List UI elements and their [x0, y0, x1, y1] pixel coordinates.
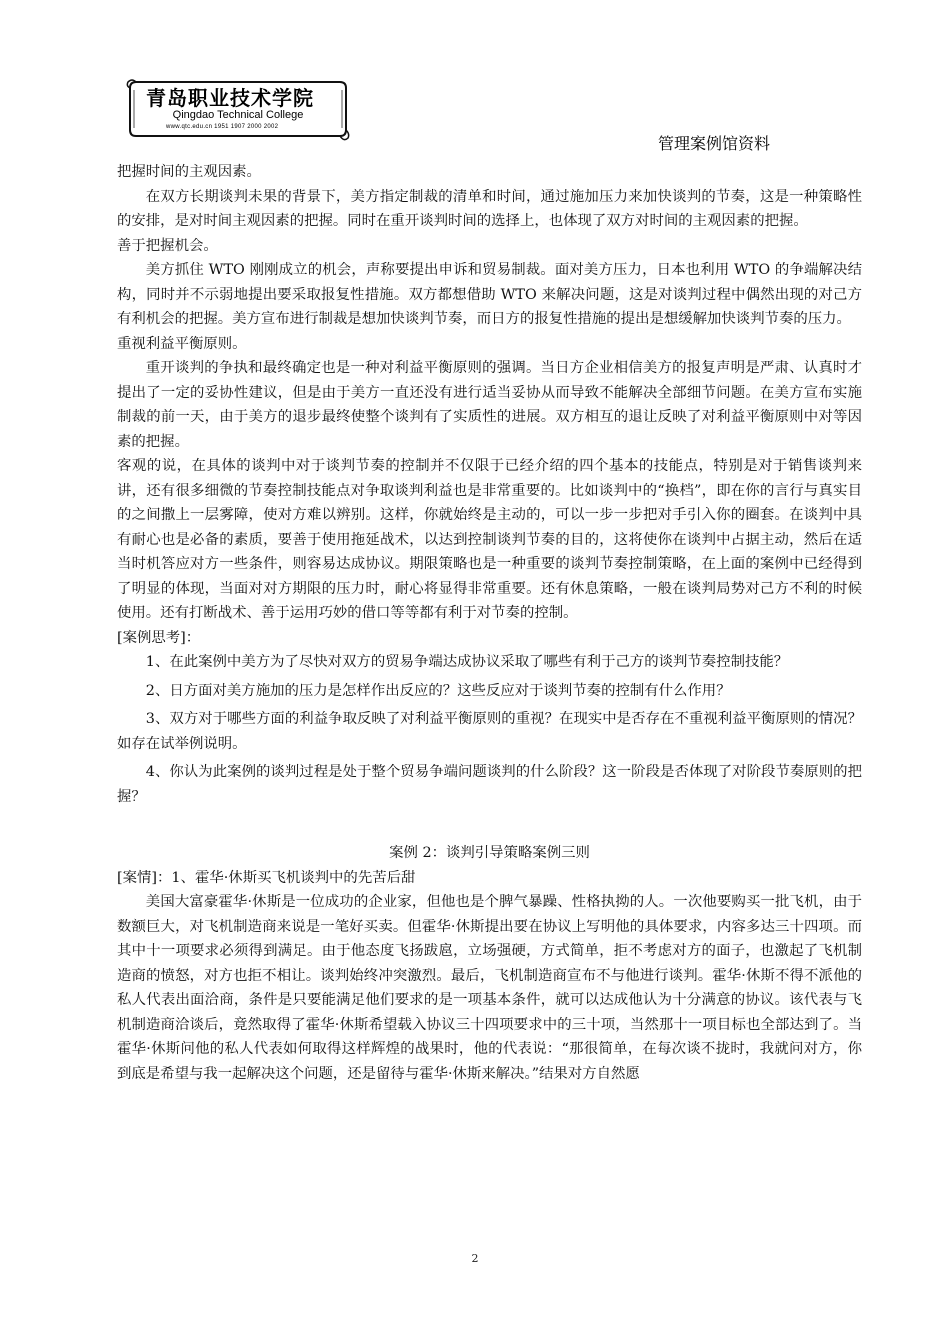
question-3: 3、双方对于哪些方面的利益争取反映了对利益平衡原则的重视？在现实中是否存在不重视利益平衡原则的情况？如存在试举例说明。 [117, 711, 862, 752]
paragraph: 把握时间的主观因素。 [117, 164, 261, 180]
case-2-label: [案情]：1、霍华·休斯买飞机谈判中的先苦后甜 [117, 869, 416, 886]
paragraph: 重开谈判的争执和最终确定也是一种对利益平衡原则的强调。当日方企业相信美方的报复声明是严肃、认真时才提出了一定的妥协性建议，但是由于美方一直还没有进行适当妥协从而导致不能解决全部细节问题。在美方宣布实施制裁的前一天，由于美方的退步最终使整个谈判有了实质性的进展。双方相互的退让反映了对利益平衡原则中对等因素的把握。 [117, 360, 862, 450]
section-heading: 重视利益平衡原则。 [117, 335, 247, 352]
spacer [117, 813, 862, 841]
page-number: 2 [471, 1252, 479, 1265]
case-2-title: 案例 2：谈判引导策略案例三则 [389, 845, 590, 861]
document-body [117, 160, 862, 1086]
question-1: 1、在此案例中美方为了尽快对双方的贸易争端达成协议采取了哪些有利于己方的谈判节奏控制技能？ [145, 654, 789, 670]
paragraph: 美国大富豪霍华·休斯是一位成功的企业家，但他也是个脾气暴躁、性格执拗的人。一次他要购买一批飞机，由于数额巨大，对飞机制造商来说是一笔好买卖。但霍华·休斯提出要在协议上写明他的具体要求，内容多达三十四项。而其中十一项要求必须得到满足。由于他态度飞扬跋扈，立场强硬，方式简单，拒不考虑对方的面子，也激起了飞机制造商的愤怒，对方也拒不相让。谈判始终冲突激烈。最后，飞机制造商宣布不与他进行谈判。霍华·休斯不得不派他的私人代表出面洽商，条件是只要能满足他们要求的是一项基本条件，就可以达成他认为十分满意的协议。该代表与飞机制造商洽谈后，竟然取得了霍华·休斯希望载入协议三十四项要求中的三十项，当然那十一项目标也全部达到了。当霍华·休斯问他的私人代表如何取得这样辉煌的战果时，他的代表说：“那很简单，在每次谈不拢时，我就问对方，你到底是希望与我一起解决这个问题，还是留待与霍华·休斯来解决。”结果对方自然愿 [117, 894, 862, 1082]
logo-chinese-text: 青岛职业技术学院 [146, 86, 314, 110]
college-logo [126, 76, 350, 142]
paragraph: 在双方长期谈判未果的背景下，美方指定制裁的清单和时间，通过施加压力来加快谈判的节奏，这是一种策略性的安排，是对时间主观因素的把握。同时在重开谈判时间的选择上，也体现了双方对时间的主观因素的把握。 [117, 188, 862, 229]
section-heading: 善于把握机会。 [117, 237, 218, 254]
paragraph: 客观的说，在具体的谈判中对于谈判节奏的控制并不仅限于已经介绍的四个基本的技能点，特别是对于销售谈判来讲，还有很多细微的节奏控制技能点对争取谈判利益也是非常重要的。比如谈判中的“换档”，即在你的言行与真实目的之间撒上一层雾障，使对方难以辨别。这样，你就始终是主动的，可以一步一步把对手引入你的圈套。在谈判中具有耐心也是必备的素质，要善于使用拖延战术，以达到控制谈判节奏的目的，这将使你在谈判中占据主动，然后在适当时机答应对方一些条件，则容易达成协议。期限策略也是一种重要的谈判节奏控制策略，在上面的案例中已经得到了明显的体现，当面对对方期限的压力时，耐心将显得非常重要。还有休息策略，一般在谈判局势对己方不利的时候使用。还有打断战术、善于运用巧妙的借口等等都有利于对节奏的控制。 [117, 458, 862, 621]
logo-english-text: Qingdao Technical College [172, 109, 304, 121]
header-title: 管理案例馆资料 [657, 134, 770, 153]
paragraph: 美方抓住 WTO 刚刚成立的机会，声称要提出申诉和贸易制裁。面对美方压力，日本也利用 WTO 的争端解决结构，同时并不示弱地提出要采取报复性措施。双方都想借助 WTO 来解决问题，这是对谈判过程中偶然出现的对己方有利机会的把握。美方宣布进行制裁是想加快谈判节奏，而日方的报复性措施的提出是想缓解加快谈判节奏的压力。 [117, 262, 862, 327]
case-thinking-label: [案例思考]： [117, 629, 201, 646]
question-2: 2、日方面对美方施加的压力是怎样作出反应的？这些反应对于谈判节奏的控制有什么作用？ [145, 682, 731, 699]
question-4: 4、你认为此案例的谈判过程是处于整个贸易争端问题谈判的什么阶段？这一阶段是否体现了对阶段节奏原则的把握？ [117, 764, 862, 805]
logo-subtext: www.qtc.edu.cn 1951 1907 2000 2002 [166, 124, 279, 130]
